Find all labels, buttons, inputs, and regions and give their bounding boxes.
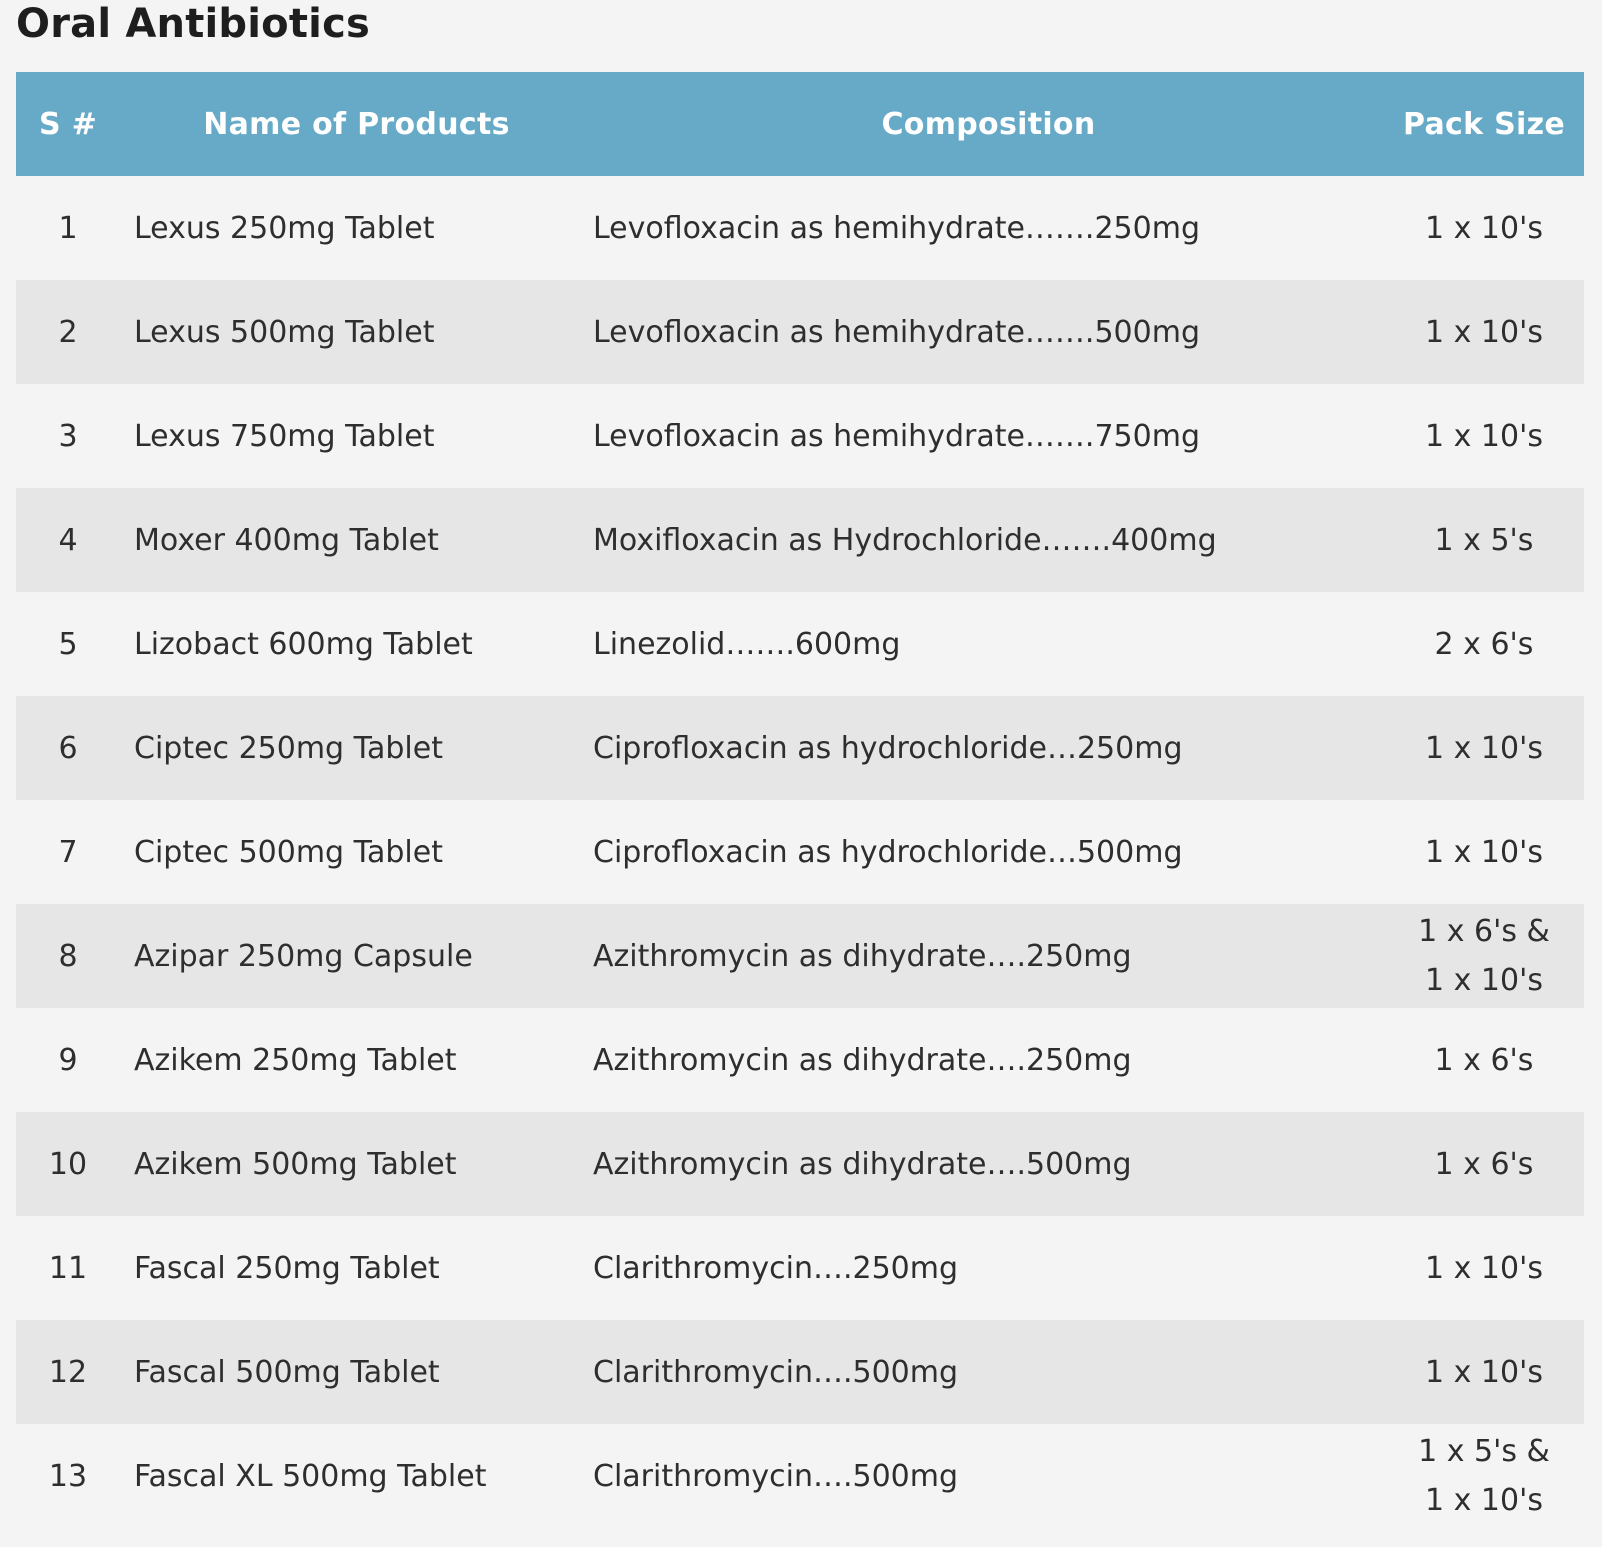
cell-composition: Levofloxacin as hemihydrate…….250mg xyxy=(593,176,1384,280)
cell-pack-size xyxy=(1384,1112,1584,1216)
cell-pack-size xyxy=(1384,176,1584,280)
cell-pack-size xyxy=(1384,592,1584,696)
header-composition: Composition xyxy=(593,72,1384,176)
header-pack-size: Pack Size xyxy=(1384,72,1584,176)
header-serial: S # xyxy=(16,72,120,176)
pack-size-line: 1 x 10's xyxy=(1425,210,1543,246)
cell-serial: 1 xyxy=(16,176,120,280)
cell-composition: Levofloxacin as hemihydrate…….750mg xyxy=(593,384,1384,488)
cell-composition: Ciprofloxacin as hydrochloride…500mg xyxy=(593,800,1384,904)
cell-serial: 3 xyxy=(16,384,120,488)
cell-serial: 10 xyxy=(16,1112,120,1216)
table-row xyxy=(16,1216,1584,1320)
cell-composition: Ciprofloxacin as hydrochloride…250mg xyxy=(593,696,1384,800)
cell-product-name: Azipar 250mg Capsule xyxy=(120,904,593,1008)
table-row xyxy=(16,904,1584,1008)
table-row xyxy=(16,1008,1584,1112)
cell-pack-size xyxy=(1384,1216,1584,1320)
pack-size-line: 2 x 6's xyxy=(1434,626,1534,662)
cell-pack-size xyxy=(1384,280,1584,384)
cell-serial: 2 xyxy=(16,280,120,384)
cell-composition: Levofloxacin as hemihydrate…….500mg xyxy=(593,280,1384,384)
pack-size-line: 1 x 10's xyxy=(1425,418,1543,454)
cell-composition: Clarithromycin….250mg xyxy=(593,1216,1384,1320)
table-row xyxy=(16,1424,1584,1528)
cell-product-name: Lexus 750mg Tablet xyxy=(120,384,593,488)
table-row xyxy=(16,384,1584,488)
cell-product-name: Fascal 250mg Tablet xyxy=(120,1216,593,1320)
cell-serial: 4 xyxy=(16,488,120,592)
cell-pack-size xyxy=(1384,1008,1584,1112)
cell-pack-size xyxy=(1384,1320,1584,1424)
cell-composition: Azithromycin as dihydrate….500mg xyxy=(593,1112,1384,1216)
cell-composition: Azithromycin as dihydrate….250mg xyxy=(593,1008,1384,1112)
pack-size-line: 1 x 10's xyxy=(1425,314,1543,350)
cell-product-name: Ciptec 500mg Tablet xyxy=(120,800,593,904)
cell-serial: 12 xyxy=(16,1320,120,1424)
cell-composition: Clarithromycin….500mg xyxy=(593,1424,1384,1528)
pack-size-line: 1 x 6's xyxy=(1434,1042,1534,1078)
pack-size-line: 1 x 10's xyxy=(1425,730,1543,766)
header-product-name: Name of Products xyxy=(120,72,593,176)
cell-product-name: Ciptec 250mg Tablet xyxy=(120,696,593,800)
cell-product-name: Lexus 250mg Tablet xyxy=(120,176,593,280)
table-row xyxy=(16,696,1584,800)
table-row xyxy=(16,1112,1584,1216)
table-row xyxy=(16,800,1584,904)
cell-composition: Moxifloxacin as Hydrochloride…….400mg xyxy=(593,488,1384,592)
cell-pack-size xyxy=(1384,488,1584,592)
cell-product-name: Azikem 250mg Tablet xyxy=(120,1008,593,1112)
cell-pack-size xyxy=(1384,384,1584,488)
cell-serial: 6 xyxy=(16,696,120,800)
table-row xyxy=(16,592,1584,696)
cell-pack-size xyxy=(1384,696,1584,800)
pack-size-line: 1 x 10's xyxy=(1425,963,1543,998)
cell-pack-size xyxy=(1384,800,1584,904)
cell-product-name: Azikem 500mg Tablet xyxy=(120,1112,593,1216)
cell-pack-size xyxy=(1384,904,1584,1008)
pack-size-line: 1 x 5's xyxy=(1434,522,1534,558)
cell-product-name: Lizobact 600mg Tablet xyxy=(120,592,593,696)
table-header-row xyxy=(16,72,1584,176)
cell-composition: Clarithromycin….500mg xyxy=(593,1320,1384,1424)
cell-serial: 9 xyxy=(16,1008,120,1112)
cell-serial: 5 xyxy=(16,592,120,696)
cell-composition: Azithromycin as dihydrate….250mg xyxy=(593,904,1384,1008)
cell-pack-size xyxy=(1384,1424,1584,1528)
cell-serial: 8 xyxy=(16,904,120,1008)
cell-product-name: Fascal XL 500mg Tablet xyxy=(120,1424,593,1528)
pack-size-line: 1 x 10's xyxy=(1425,1250,1543,1286)
table-row xyxy=(16,488,1584,592)
cell-composition: Linezolid…….600mg xyxy=(593,592,1384,696)
pack-size-line: 1 x 6's xyxy=(1434,1146,1534,1182)
cell-serial: 7 xyxy=(16,800,120,904)
cell-serial: 13 xyxy=(16,1424,120,1528)
products-table xyxy=(16,72,1584,1528)
pack-size-line: 1 x 6's & xyxy=(1418,914,1550,949)
page-title: Oral Antibiotics xyxy=(16,1,371,47)
pack-size-line: 1 x 10's xyxy=(1425,834,1543,870)
pack-size-line: 1 x 10's xyxy=(1425,1483,1543,1518)
cell-serial: 11 xyxy=(16,1216,120,1320)
table-row xyxy=(16,280,1584,384)
pack-size-line: 1 x 5's & xyxy=(1418,1434,1550,1469)
table-body xyxy=(16,176,1584,1528)
table-row xyxy=(16,176,1584,280)
cell-product-name: Fascal 500mg Tablet xyxy=(120,1320,593,1424)
table-row xyxy=(16,1320,1584,1424)
cell-product-name: Moxer 400mg Tablet xyxy=(120,488,593,592)
cell-product-name: Lexus 500mg Tablet xyxy=(120,280,593,384)
pack-size-line: 1 x 10's xyxy=(1425,1354,1543,1390)
